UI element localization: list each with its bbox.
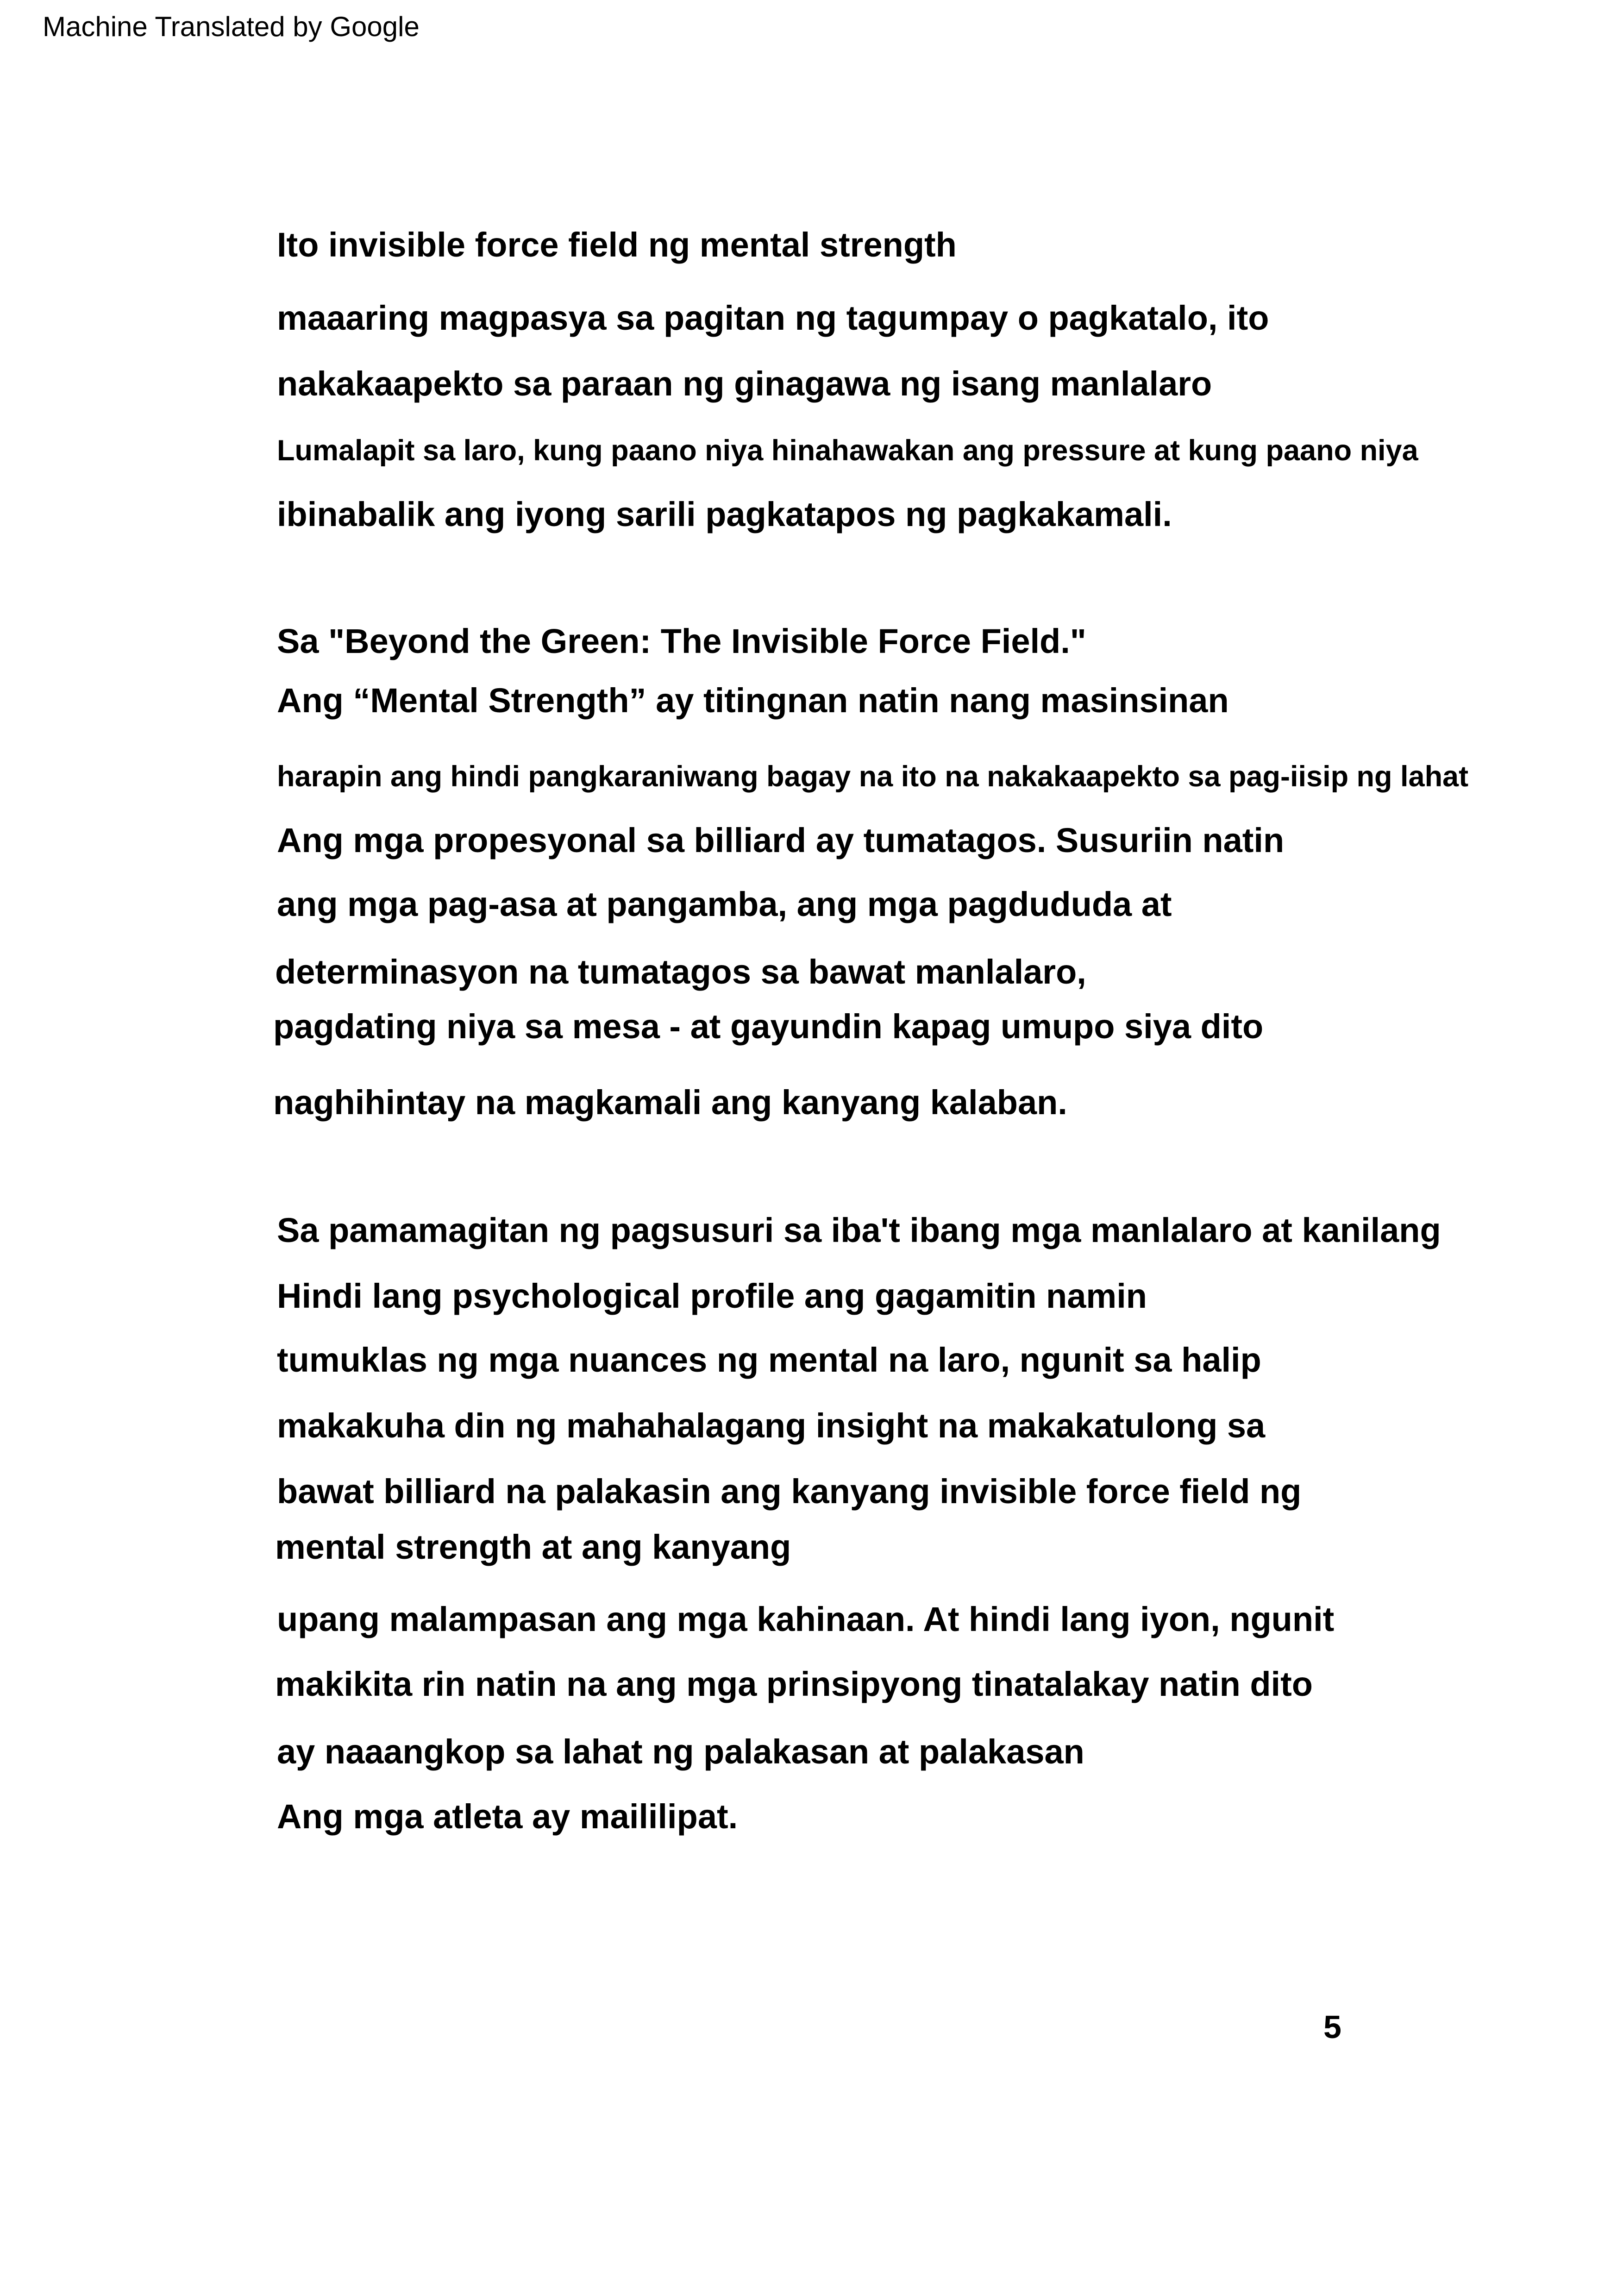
text-line: makikita rin natin na ang mga prinsipyong tinatalakay natin dito — [275, 1665, 1313, 1703]
text-line: harapin ang hindi pangkaraniwang bagay na ito na nakakaapekto sa pag-iisip ng lahat — [277, 760, 1469, 793]
page-number: 5 — [1323, 2009, 1341, 2045]
text-line: Sa "Beyond the Green: The Invisible Force Field." — [277, 622, 1086, 660]
text-line: Hindi lang psychological profile ang gagamitin namin — [277, 1277, 1147, 1315]
text-line: maaaring magpasya sa pagitan ng tagumpay o pagkatalo, ito — [277, 299, 1269, 337]
text-line: Ito invisible force field ng mental strength — [277, 226, 957, 264]
text-line: upang malampasan ang mga kahinaan. At hindi lang iyon, ngunit — [277, 1600, 1335, 1638]
text-line: mental strength at ang kanyang — [275, 1528, 791, 1566]
text-line: Ang mga atleta ay maililipat. — [277, 1797, 738, 1836]
text-line: Lumalapit sa laro, kung paano niya hinahawakan ang pressure at kung paano niya — [277, 434, 1418, 467]
text-line: pagdating niya sa mesa - at gayundin kapag umupo siya dito — [273, 1007, 1264, 1046]
text-line: naghihintay na magkamali ang kanyang kalaban. — [273, 1083, 1067, 1122]
text-line: bawat billiard na palakasin ang kanyang invisible force field ng — [277, 1472, 1302, 1511]
text-line: Sa pamamagitan ng pagsusuri sa iba't ibang mga manlalaro at kanilang — [277, 1211, 1441, 1249]
text-line: nakakaapekto sa paraan ng ginagawa ng isang manlalaro — [277, 364, 1212, 403]
text-line: ay naaangkop sa lahat ng palakasan at palakasan — [277, 1732, 1084, 1771]
text-line: tumuklas ng mga nuances ng mental na laro, ngunit sa halip — [277, 1341, 1261, 1379]
text-line: Ang mga propesyonal sa billiard ay tumatagos. Susuriin natin — [277, 821, 1285, 859]
translation-header: Machine Translated by Google — [43, 11, 420, 42]
text-line: ibinabalik ang iyong sarili pagkatapos ng pagkakamali. — [277, 495, 1172, 533]
text-line: Ang “Mental Strength” ay titingnan natin nang masinsinan — [277, 681, 1229, 720]
text-line: determinasyon na tumatagos sa bawat manlalaro, — [275, 953, 1086, 991]
text-line: ang mga pag-asa at pangamba, ang mga pagdududa at — [277, 885, 1172, 923]
text-line: makakuha din ng mahahalagang insight na makakatulong sa — [277, 1406, 1266, 1445]
